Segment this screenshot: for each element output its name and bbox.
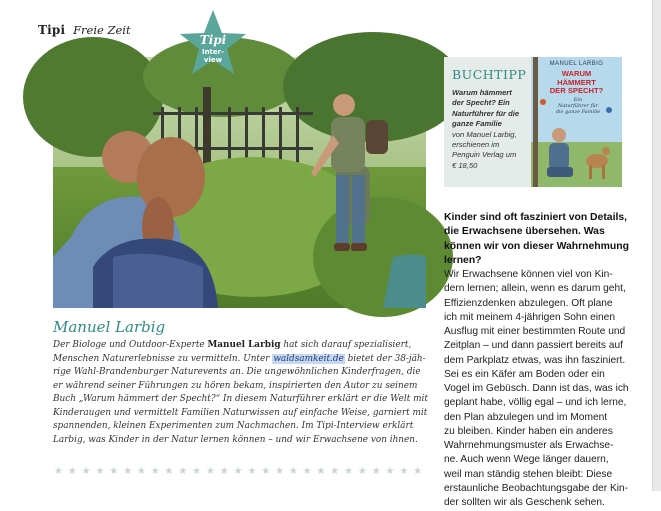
decorative-star-icon: ★ bbox=[67, 466, 77, 477]
decorative-star-icon: ★ bbox=[81, 466, 91, 477]
badge-subtitle-line1: Inter- bbox=[201, 48, 225, 56]
cover-subtitle-line: Naturführer für bbox=[557, 103, 599, 109]
badge-title: Tipi bbox=[199, 33, 227, 47]
decorative-star-icon: ★ bbox=[247, 466, 257, 477]
intro-line bbox=[53, 353, 426, 367]
decorative-star-icon: ★ bbox=[95, 466, 105, 477]
decorative-stars-row bbox=[53, 466, 426, 478]
decorative-star-icon: ★ bbox=[54, 466, 63, 477]
decorative-star-icon: ★ bbox=[164, 466, 174, 477]
decorative-star-icon: ★ bbox=[136, 466, 146, 477]
intro-line: er während seiner Führungen zu hören bekam, inspirierten den Autor zu seinem bbox=[53, 380, 418, 391]
interviewee-name: Manuel Larbig bbox=[53, 318, 166, 336]
answer-line: der sollten wir als Geschenk sehen. bbox=[444, 497, 605, 509]
intro-paragraph bbox=[53, 339, 426, 447]
decorative-star-icon: ★ bbox=[357, 466, 367, 477]
decorative-star-icon: ★ bbox=[261, 466, 271, 477]
decorative-star-icon: ★ bbox=[205, 466, 215, 477]
website-link[interactable]: waldsamkeit.de bbox=[273, 353, 344, 364]
answer-line: Ausflug mit einer bestimmten Route und bbox=[444, 326, 626, 338]
cover-title-line: HÄMMERT bbox=[557, 77, 596, 87]
decorative-star-icon: ★ bbox=[288, 466, 298, 477]
booktip-line: erschienen im bbox=[452, 140, 500, 150]
question-line: die Erwachsene übersehen. Was bbox=[444, 226, 605, 238]
intro-line: rige Wahl-Brandenburger Naturevents an. Die ungewöhnlichen Kinderfragen, die bbox=[53, 367, 421, 378]
answer-line: dem Parkplatz etwas, was ihn fasziniert. bbox=[444, 354, 626, 366]
booktip-line: Penguin Verlag um bbox=[452, 150, 517, 160]
cover-title bbox=[531, 70, 622, 96]
interview-answer bbox=[444, 268, 654, 511]
decorative-star-icon: ★ bbox=[109, 466, 119, 477]
book-cover-image bbox=[531, 57, 622, 187]
answer-line: geplant habe, völlig egal – und ich lerne, bbox=[444, 397, 627, 409]
page-edge bbox=[652, 0, 661, 491]
booktip-line: ganze Familie bbox=[452, 119, 502, 129]
decorative-star-icon: ★ bbox=[316, 466, 326, 477]
answer-line: Zeitplan – und dann passiert bereits auf bbox=[444, 340, 623, 352]
intro-line: spannenden, kleinen Experimenten zum Nachmachen. Im Tipi-Interview erklärt bbox=[53, 421, 414, 432]
intro-text: hat sich darauf spezialisiert, bbox=[280, 340, 412, 350]
cover-subtitle-line: die ganze Familie bbox=[555, 109, 601, 115]
decorative-star-icon: ★ bbox=[385, 466, 395, 477]
question-line: Kinder sind oft fasziniert von Details, bbox=[444, 212, 628, 223]
decorative-star-icon: ★ bbox=[344, 466, 354, 477]
answer-line: Wahrnehmungsmuster als Erwachse- bbox=[444, 440, 614, 452]
intro-text: bietet der 38-jäh- bbox=[344, 353, 426, 364]
tipi-interview-badge bbox=[178, 8, 248, 78]
cover-author: MANUEL LARBIG bbox=[549, 61, 604, 67]
decorative-star-icon: ★ bbox=[399, 466, 409, 477]
answer-line: zu bleiben. Kinder haben ein anderes bbox=[444, 425, 613, 437]
cover-subtitle bbox=[543, 97, 613, 115]
answer-line: ne. Auch wenn Wege länger dauern, bbox=[444, 454, 609, 466]
booktip-line: Warum hämmert bbox=[452, 88, 512, 97]
decorative-star-icon: ★ bbox=[302, 466, 312, 477]
decorative-star-icon: ★ bbox=[150, 466, 160, 477]
decorative-star-icon: ★ bbox=[275, 466, 284, 477]
photo-illustration bbox=[53, 57, 426, 308]
decorative-star-icon: ★ bbox=[413, 466, 423, 477]
magazine-brand: Tipi bbox=[38, 23, 66, 37]
booktip-line: der Specht? Ein bbox=[452, 98, 510, 108]
intro-line bbox=[53, 339, 426, 353]
answer-line: den Plan abzulegen und im Moment bbox=[444, 411, 608, 423]
question-line: können wir von dieser Wahrnehmung bbox=[444, 240, 629, 252]
badge-subtitle-line2: view bbox=[203, 56, 223, 64]
booktip-description bbox=[452, 88, 536, 171]
decorative-star-icon: ★ bbox=[219, 466, 229, 477]
cover-title-line: DER SPECHT? bbox=[549, 86, 604, 96]
decorative-star-icon: ★ bbox=[371, 466, 381, 477]
question-line: lernen? bbox=[444, 254, 482, 266]
answer-line: erstaunliche Beobachtungsgabe der Kin- bbox=[444, 482, 629, 494]
intro-text: Menschen Naturerlebnisse zu vermitteln. Unter bbox=[53, 353, 273, 364]
answer-line: Wir Erwachsene können viel von Kin- bbox=[444, 269, 613, 280]
decorative-star-icon: ★ bbox=[233, 466, 243, 477]
booktip-line: Naturführer für die bbox=[452, 108, 520, 118]
booktip-line: € 18,50 bbox=[452, 160, 478, 170]
cover-subtitle-line: Ein bbox=[573, 97, 583, 103]
answer-line: Effizienzdenken abzulegen. Oft plane bbox=[444, 297, 613, 309]
booktip-line: von Manuel Larbig, bbox=[452, 129, 517, 139]
answer-line: Vogel im Gebüsch. Dann ist das, was ich bbox=[444, 383, 629, 395]
booktip-label: BUCHTIPP bbox=[452, 67, 527, 82]
decorative-star-icon: ★ bbox=[123, 466, 133, 477]
answer-line: dern lernen; allein, wenn es darum geht, bbox=[444, 283, 626, 295]
interview-question bbox=[444, 211, 654, 268]
author-name: Manuel Larbig bbox=[207, 340, 281, 350]
article-photo bbox=[53, 57, 426, 308]
page-header bbox=[38, 22, 131, 38]
intro-text: Der Biologe und Outdoor-Experte bbox=[53, 340, 208, 350]
decorative-star-icon: ★ bbox=[330, 466, 340, 477]
badge-subtitle bbox=[178, 48, 248, 64]
answer-line: weil man ständig stehen bleibt: Diese bbox=[444, 468, 613, 480]
intro-line: Larbig, was Kinder in der Natur lernen können – und wir Erwachsene von ihnen. bbox=[53, 434, 418, 445]
answer-line: ich mit meinem 4-jährigen Sohn einen bbox=[444, 311, 616, 323]
intro-line: Buch „Warum hämmert der Specht?“ In diesem Naturführer erklärt er die Welt mit bbox=[53, 394, 428, 405]
section-title: Freie Zeit bbox=[73, 23, 131, 37]
decorative-star-icon: ★ bbox=[192, 466, 202, 477]
answer-line: Sei es ein Käfer am Boden oder ein bbox=[444, 368, 605, 380]
cover-title-line: WARUM bbox=[561, 69, 592, 78]
intro-line: Kinderaugen und vermittelt Familien Naturwissen auf einfache Weise, garniert mit bbox=[53, 407, 428, 418]
decorative-star-icon: ★ bbox=[178, 466, 188, 477]
